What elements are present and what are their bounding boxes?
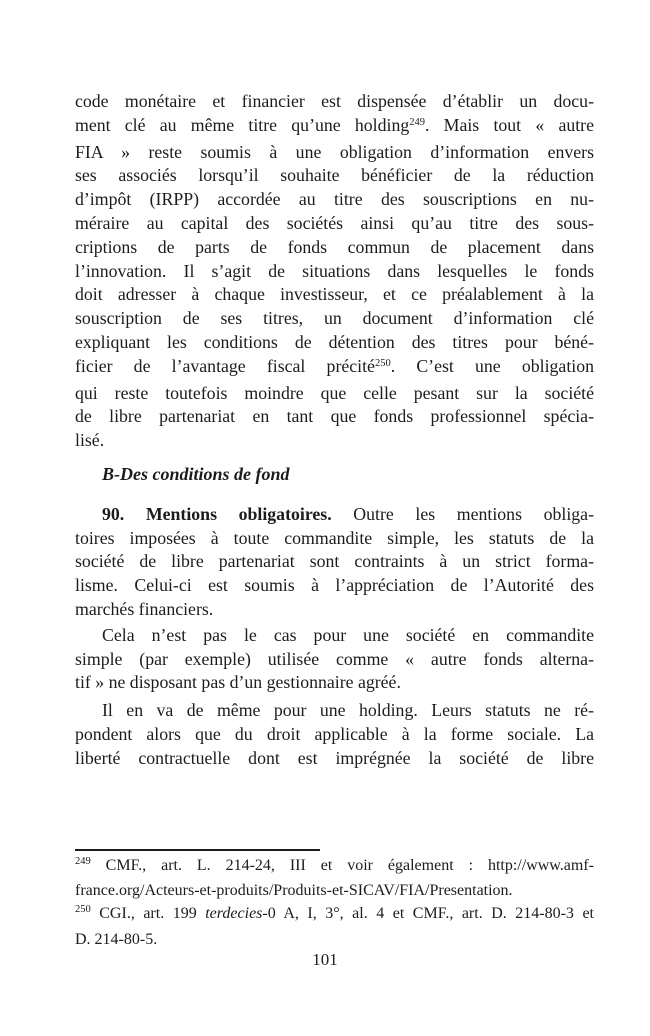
text-line [75, 503, 594, 527]
text-segment: ment clé au même titre qu’une holding [75, 114, 410, 135]
text-line [75, 331, 594, 355]
text-line [75, 574, 594, 598]
text-line [75, 854, 594, 879]
text-line [75, 141, 594, 165]
text-segment: simple (par exemple) utilisée comme « autre fonds alterna- [75, 648, 594, 669]
text-segment: france.org/Acteurs-et-produits/Produits-et-SICAV/FIA/Presentation. [75, 881, 513, 899]
text-segment: d’impôt (IRPP) accordée au titre des souscriptions en nu- [75, 189, 594, 210]
footnote-reference-superscript: 250 [75, 904, 91, 916]
text-segment: criptions de parts de fonds commun de placement dans [75, 236, 594, 257]
text-line [75, 598, 594, 622]
text-segment: tif » ne disposant pas d’un gestionnaire agréé. [75, 672, 401, 693]
text-segment: Cela n’est pas le cas pour une société en commandite [102, 624, 594, 645]
text-line [75, 902, 594, 927]
paragraph-continuation [75, 90, 594, 453]
text-segment: méraire au capital des sociétés ainsi qu’au titre des sous- [75, 212, 594, 233]
footnote-reference-superscript: 249 [75, 855, 91, 867]
text-segment: terdecies [205, 905, 263, 923]
text-line [75, 212, 594, 236]
footnote-reference-superscript: 249 [409, 116, 425, 128]
body-text [75, 90, 594, 771]
paragraph-holding [75, 699, 594, 770]
text-line [75, 90, 594, 114]
text-segment: lisé. [75, 430, 105, 451]
footnote-249 [75, 854, 594, 903]
text-line [75, 355, 594, 382]
text-segment: Outre les mentions obliga- [331, 503, 594, 524]
text-segment: expliquant les conditions de détention des titres pour béné- [75, 331, 594, 352]
text-segment: . Mais tout « autre [424, 114, 594, 135]
text-segment: CGI., art. 199 [90, 905, 206, 923]
text-line [75, 307, 594, 331]
text-segment: ficier de l’avantage fiscal précité [75, 355, 375, 376]
text-segment: souscription de ses titres, un document d’information clé [75, 308, 594, 329]
text-segment: toires imposées à toute commandite simple, les statuts de la [75, 527, 594, 548]
text-line [75, 429, 594, 453]
section-heading: B-Des conditions de fond [102, 463, 290, 484]
text-segment: l’innovation. Il s’agit de situations dans lesquelles le fonds [75, 260, 594, 281]
text-line [75, 236, 594, 260]
footnote-250 [75, 902, 594, 951]
text-line [75, 879, 594, 902]
text-line [75, 283, 594, 307]
text-line [75, 188, 594, 212]
footnote-reference-superscript: 250 [374, 357, 391, 369]
text-segment: doit adresser à chaque investisseur, et ce préalablement à la [75, 284, 594, 305]
text-line [75, 699, 594, 723]
footnotes [75, 854, 594, 952]
text-segment: société de libre partenariat sont contraints à un strict forma- [75, 551, 594, 572]
text-segment: qui reste toutefois moindre que celle pesant sur la société [75, 382, 594, 403]
text-line [75, 164, 594, 188]
text-line [75, 550, 594, 574]
text-line [75, 723, 594, 747]
text-segment: de libre partenariat en tant que fonds professionnel spécia- [75, 406, 594, 427]
text-segment: lisme. Celui-ci est soumis à l’appréciation de l’Autorité des [75, 575, 594, 596]
text-line [75, 405, 594, 429]
text-line [75, 648, 594, 672]
text-line [75, 260, 594, 284]
text-segment: CMF., art. L. 214-24, III et voir également : http://www.amf- [90, 856, 594, 874]
text-line [75, 527, 594, 551]
footnote-separator [75, 849, 320, 851]
paragraph-90 [75, 503, 594, 622]
text-segment: marchés financiers. [75, 598, 214, 619]
text-line [75, 624, 594, 648]
text-line [75, 671, 594, 695]
text-segment: FIA » reste soumis à une obligation d’information envers [75, 141, 594, 162]
text-segment: -0 A, I, 3°, al. 4 et CMF., art. D. 214-80-3 et [262, 905, 594, 923]
text-segment: code monétaire et financier est dispensée d’établir un docu- [75, 91, 594, 111]
text-segment: ses associés lorsqu’il souhaite bénéficier de la réduction [75, 165, 594, 186]
text-line [75, 382, 594, 406]
paragraph-cela [75, 624, 594, 695]
text-line [75, 114, 594, 141]
text-segment: D. 214-80-5. [75, 930, 158, 948]
text-segment: 90. Mentions obligatoires. [102, 503, 332, 524]
text-segment: . C’est une obligation [390, 355, 594, 376]
text-line [75, 928, 594, 951]
text-segment: pondent alors que du droit applicable à la forme sociale. La [75, 723, 594, 744]
text-line [75, 747, 594, 771]
text-segment: Il en va de même pour une holding. Leurs statuts ne ré- [102, 700, 594, 721]
text-segment: liberté contractuelle dont est imprégnée la société de libre [75, 747, 594, 768]
page-number: 101 [312, 950, 338, 969]
